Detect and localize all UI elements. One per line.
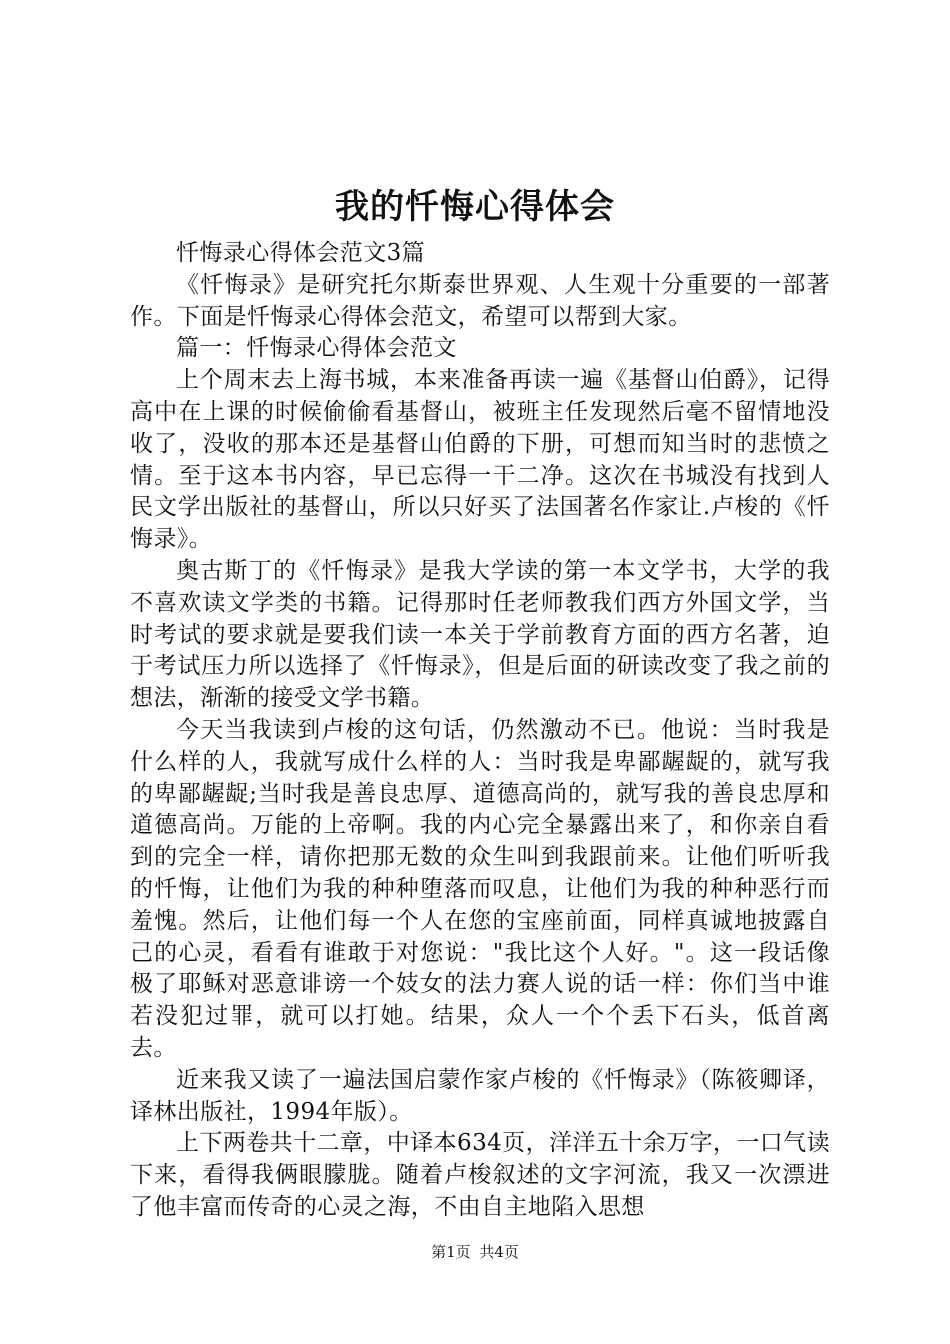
paragraph: 近来我又读了一遍法国启蒙作家卢梭的《忏悔录》（陈筱卿译，译林出版社，1994年版）。 (130, 1066, 830, 1125)
page-footer (0, 1242, 950, 1262)
document-title: 我的忏悔心得体会 (335, 187, 615, 227)
paragraph-intro: 《忏悔录》是研究托尔斯泰世界观、人生观十分重要的一部著作。下面是忏悔录心得体会范文，希望可以帮到大家。 (130, 271, 830, 330)
paragraph-subtitle: 忏悔录心得体会范文3篇 (176, 240, 426, 266)
page-total: 共4页 (479, 1243, 519, 1261)
document-body (130, 238, 830, 1224)
paragraph: 奥古斯丁的《忏悔录》是我大学读的第一本文学书，大学的我不喜欢读文学类的书籍。记得那时任老师教我们西方外国文学，当时考试的要求就是要我们读一本关于学前教育方面的西方名著，迫于考试压力所以选择了《忏悔录》，但是后面的研读改变了我之前的想法，渐渐的接受文学书籍。 (130, 557, 830, 712)
page-number: 第1页 (431, 1243, 471, 1261)
paragraph: 今天当我读到卢梭的这句话，仍然激动不已。他说：当时我是什么样的人，我就写成什么样的人：当时我是卑鄙龌龊的，就写我的卑鄙龌龊;当时我是善良忠厚、道德高尚的，就写我的善良忠厚和道德高尚。万能的上帝啊。我的内心完全暴露出来了，和你亲自看到的完全一样，请你把那无数的众生叫到我跟前来。让他们听听我的忏悔，让他们为我的种种堕落而叹息，让他们为我的种种恶行而羞愧。然后，让他们每一个人在您的宝座前面，同样真诚地披露自己的心灵，看看有谁敢于对您说："我比这个人好。"。这一段话像极了耶稣对恶意诽谤一个妓女的法力赛人说的话一样：你们当中谁若没犯过罪，就可以打她。结果，众人一个个丢下石头，低首离去。 (130, 716, 830, 1061)
paragraph: 上下两卷共十二章，中译本634页，洋洋五十余万字，一口气读下来，看得我俩眼朦胧。随着卢梭叙述的文字河流，我又一次漂进了他丰富而传奇的心灵之海，不由自主地陷入思想 (130, 1130, 830, 1220)
paragraph: 上个周末去上海书城，本来准备再读一遍《基督山伯爵》，记得高中在上课的时候偷偷看基督山，被班主任发现然后毫不留情地没收了，没收的那本还是基督山伯爵的下册，可想而知当时的悲愤之情。至于这本书内容，早已忘得一干二净。这次在书城没有找到人民文学出版社的基督山，所以只好买了法国著名作家让.卢梭的《忏悔录》。 (130, 367, 830, 553)
paragraph-section-heading: 篇一：忏悔录心得体会范文 (176, 335, 457, 362)
